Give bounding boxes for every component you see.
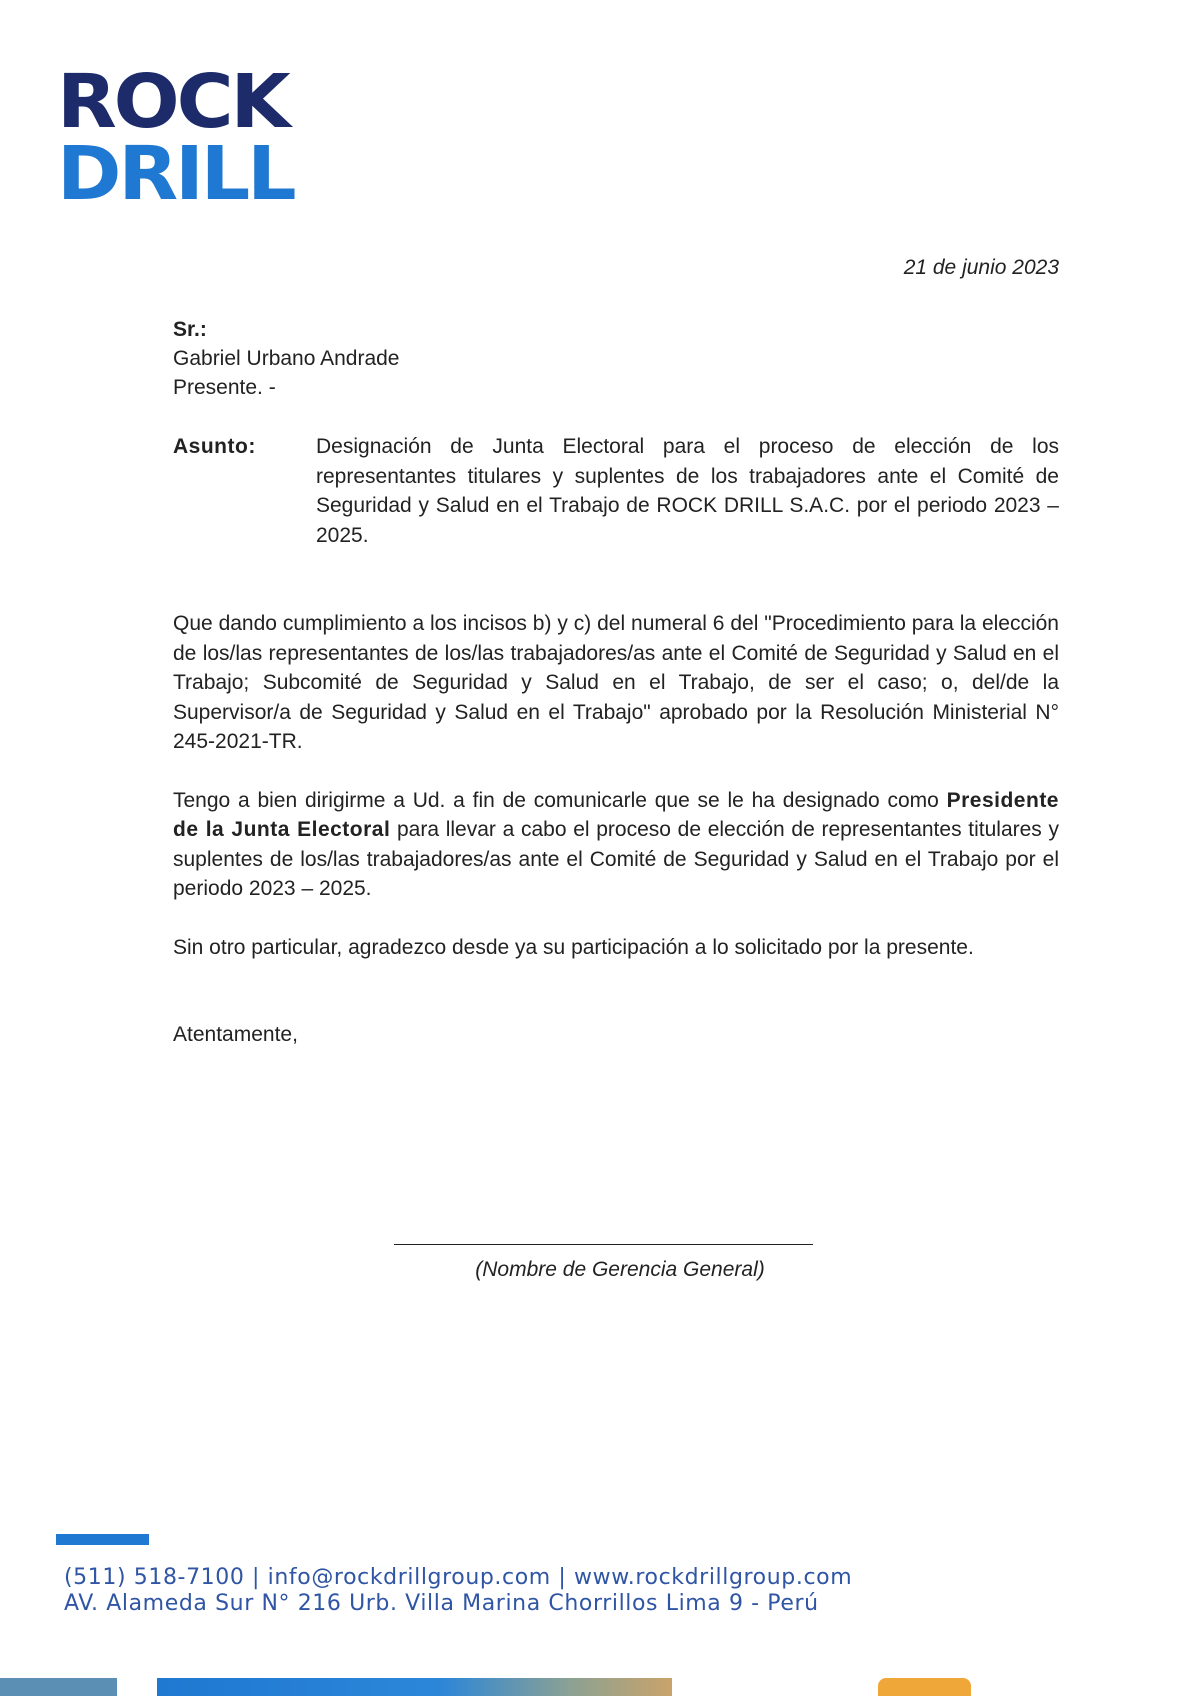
presente-line: Presente. -: [173, 376, 276, 399]
p2-role: Presidente de la Junta Electoral: [173, 788, 1059, 841]
p2-rest: para llevar a cabo el proceso de elección de representantes titulares y suplentes de los/las trabajadores/as ante el Comité de Seguridad y Salud en el Trabajo por el periodo 2023 – 2025.: [173, 818, 1059, 900]
bottom-stripe-left: [0, 1678, 117, 1696]
footer-contact-line: (511) 518-7100 | info@rockdrillgroup.com | www.rockdrillgroup.com: [64, 1565, 853, 1590]
footer-address-line: AV. Alameda Sur N° 216 Urb. Villa Marina Chorrillos Lima 9 - Perú: [64, 1591, 819, 1616]
logo-line-rock: ROCK: [57, 59, 288, 145]
signature-line: [394, 1244, 813, 1245]
letter-date: 21 de junio 2023: [903, 256, 1059, 279]
body-paragraph-1: Que dando cumplimiento a los incisos b) y c) del numeral 6 del "Procedimiento para la elección de los/las representantes de los/las trabajadores/as ante el Comité de Seguridad y Salud en el Trabajo; Subcomité de Seguridad y Salud en el Trabajo, de ser el caso; o, del/de la Supervisor/a de Seguridad y Salud en el Trabajo" aprobado por la Resolución Ministerial N° 245-2021-TR.: [173, 612, 1059, 753]
body-paragraph-2: [173, 786, 1059, 904]
logo-line-drill: DRILL: [57, 131, 294, 217]
p2-intro: Tengo a bien dirigirme a Ud. a fin de comunicarle que se le ha designado como: [173, 788, 947, 812]
salutation: Sr.:: [173, 318, 207, 341]
signature-name: (Nombre de Gerencia General): [475, 1258, 765, 1281]
addressee-block: [173, 315, 399, 402]
subject-block: [173, 432, 1059, 550]
company-logo: [57, 59, 294, 217]
body-paragraph-3: Sin otro particular, agradezco desde ya su participación a lo solicitado por la presente.: [173, 935, 974, 959]
bottom-stripe-orange: [878, 1678, 971, 1696]
subject-text: Designación de Junta Electoral para el proceso de elección de los representantes titulares y suplentes de los trabajadores ante el Comité de Seguridad y Salud en el Trabajo de ROCK DRILL S.A.C. por el periodo 2023 – 2025.: [316, 435, 1059, 547]
letter-body: [173, 609, 1059, 962]
bottom-stripe-gradient: [157, 1678, 672, 1696]
addressee-name: Gabriel Urbano Andrade: [173, 347, 400, 370]
subject-label: Asunto:: [173, 435, 256, 458]
footer-accent-bar: [56, 1534, 149, 1545]
footer-contact: [64, 1565, 852, 1617]
closing: Atentamente,: [173, 1023, 298, 1046]
